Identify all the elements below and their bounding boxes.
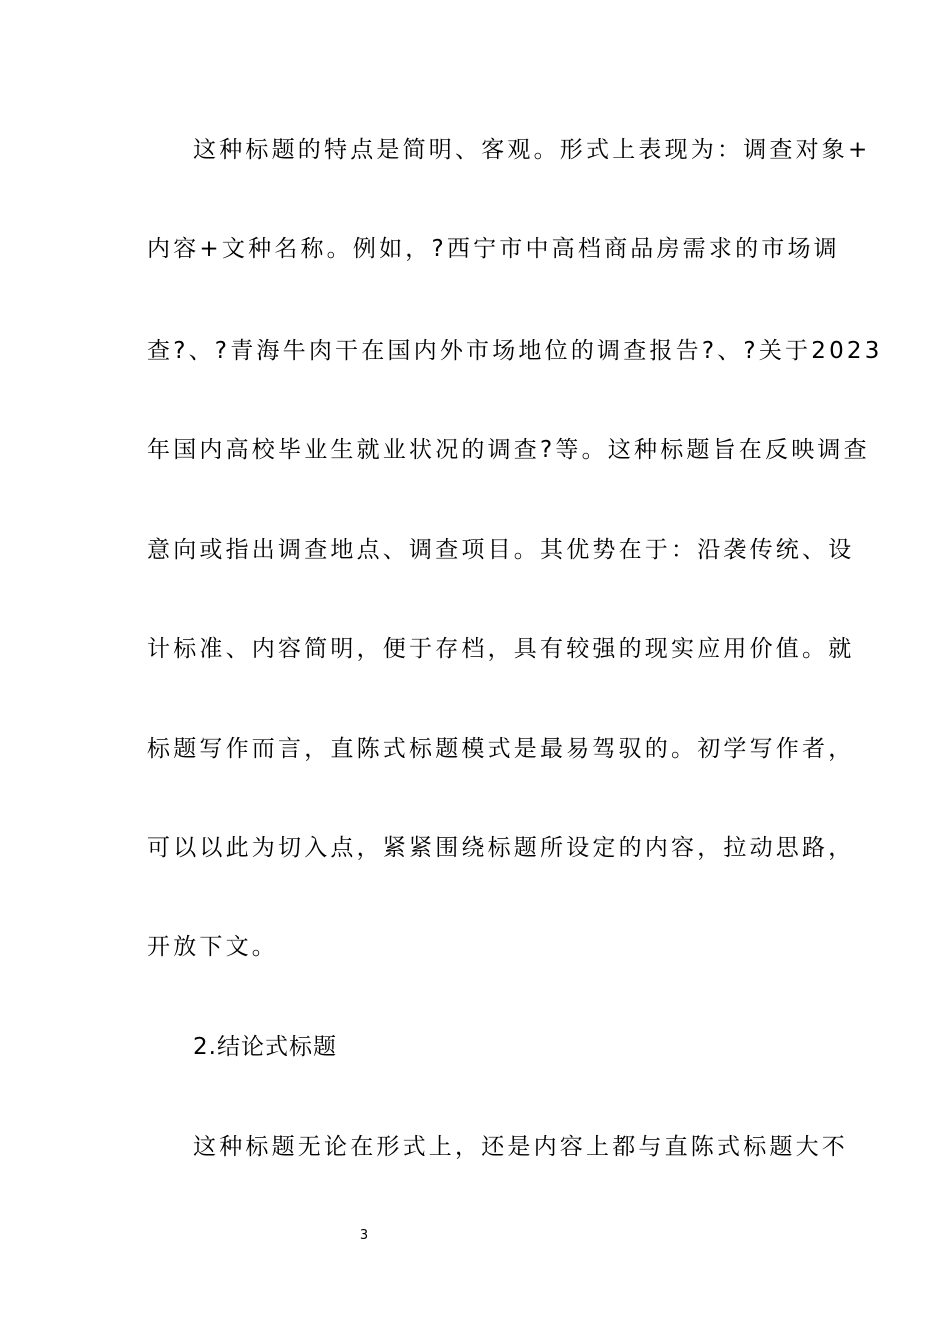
paragraph-line: 标题写作而言，直陈式标题模式是最易驾驭的。初学写作者，	[147, 736, 855, 762]
paragraph-line: 开放下文。	[147, 934, 278, 960]
paragraph-line: 内容+文种名称。例如，?西宁市中高档商品房需求的市场调	[147, 236, 840, 262]
paragraph-line: 年国内高校毕业生就业状况的调查?等。这种标题旨在反映调查	[147, 437, 870, 463]
paragraph-line: 查?、?青海牛肉干在国内外市场地位的调查报告?、?关于2023	[147, 338, 883, 364]
paragraph-line: 意向或指出调查地点、调查项目。其优势在于：沿袭传统、设	[147, 537, 855, 563]
page-number: 3	[359, 1228, 369, 1243]
paragraph-line: 计标准、内容简明，便于存档，具有较强的现实应用价值。就	[147, 636, 855, 662]
section-heading: 2.结论式标题	[193, 1034, 337, 1060]
paragraph-line: 可以以此为切入点，紧紧围绕标题所设定的内容，拉动思路，	[147, 835, 855, 861]
paragraph-line: 这种标题无论在形式上，还是内容上都与直陈式标题大不	[193, 1134, 848, 1160]
paragraph-line: 这种标题的特点是简明、客观。形式上表现为：调查对象+	[193, 137, 871, 163]
